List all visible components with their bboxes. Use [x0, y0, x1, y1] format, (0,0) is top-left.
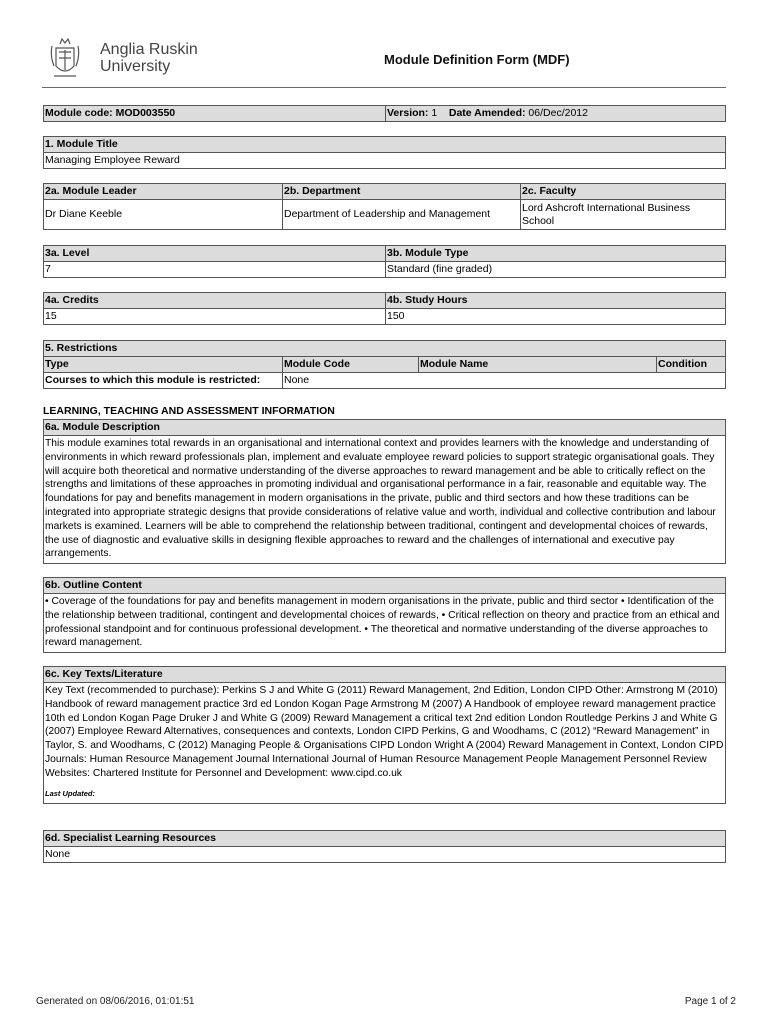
header-divider: [42, 87, 726, 88]
restriction-row-value: None: [284, 374, 310, 386]
logo-line-1: Anglia Ruskin: [100, 41, 198, 58]
credits-label: 4a. Credits: [44, 293, 386, 308]
restrictions-block: [43, 340, 726, 389]
last-updated: Last Updated:: [45, 788, 96, 798]
outline-text: • Coverage of the foundations for pay and benefits management in modern organisations in the private, public and third sector • Identification of the the relationship between traditional, contingent and developmental choices of rewards, • Critical reflection on theory and practice from an ethical and professional standpoint and for continuous professional development. • The theoretical and normative understanding of the diverse approaches to reward management.: [45, 596, 720, 649]
col-condition: Condition: [658, 358, 707, 370]
outline-label: 6b. Outline Content: [45, 579, 142, 591]
logo-wordmark: [100, 41, 198, 75]
leader-value: Dr Diane Keeble: [44, 200, 283, 229]
meta-block: [43, 105, 726, 122]
meta-row: [43, 105, 726, 122]
key-texts-text: Key Text (recommended to purchase): Perkins S J and White G (2011) Reward Management, 2nd Edition, London CIPD Other: Armstrong M (2010) Handbook of reward management practice 3rd ed London Kogan Page Armstrong M (2007) A Handbook of employee reward management practice 10th ed London Kogan Page Druker J and White G (2009) Reward Management a critical text 2nd edition London Routledge Perkins J and White G (2007) Employee Reward Alternatives, consequences and contexts, London CIPD Perkins, G and Woodhams, C (2012) “Reward Management” in Taylor, S. and Woodhams, C (2012) Managing People & Organisations CIPD London Wright A (2004) Reward Management in Context, London CIPD Journals: Human Resource Management Journal International Journal of Human Resource Management People Management Personnel Review Websites: Chartered Institute for Personnel and Development: www.cipd.co.uk: [45, 685, 724, 779]
level-label: 3a. Level: [44, 246, 386, 261]
module-code: Module code: MOD003550: [44, 106, 386, 121]
study-hours-value: 150: [387, 310, 405, 322]
form-title: Module Definition Form (MDF): [384, 52, 570, 67]
module-title-label: 1. Module Title: [45, 138, 118, 150]
faculty-value: Lord Ashcroft International Business School: [522, 201, 691, 227]
key-texts-block: [43, 666, 726, 804]
faculty-label: 2c. Faculty: [522, 185, 577, 197]
col-module-code: Module Code: [283, 357, 419, 372]
description-label: 6a. Module Description: [45, 421, 160, 433]
version-value: 1: [431, 107, 438, 119]
leader-block: [43, 183, 726, 230]
outline-block: [43, 577, 726, 653]
col-module-name: Module Name: [419, 357, 657, 372]
logo-line-2: University: [100, 58, 171, 75]
col-type: Type: [44, 357, 283, 372]
page-number: Page 1 of 2: [684, 996, 736, 1007]
department-value: Department of Leadership and Management: [283, 200, 521, 229]
description-block: [43, 419, 726, 564]
version-label: Version:: [387, 107, 429, 119]
module-title-value: Managing Employee Reward: [45, 154, 180, 166]
resources-block: [43, 830, 726, 863]
date-label: Date Amended:: [448, 107, 526, 119]
credits-value: 15: [44, 309, 386, 324]
credits-block: [43, 292, 726, 325]
description-text: This module examines total rewards in an organisational and international context and provides learners with the knowledge and understanding of environments in which reward professionals plan, implement and evaluate employee reward policies to support strategic organisational goals. They will acquire both theoretical and normative understanding of the diverse approaches to reward management and be able to critically reflect on the strengths and limitations of these approaches in promoting individual and organisational performance in a fair, reasonable and equitable way. The foundations for pay and benefits management in modern organisations in the private, public and third sectors and how these traditions can be integrated into appropriate strategic designs that provide considerations of relative value and worth, individual and collective contribution and labour markets is examined. Learners will be able to comprehend the relationship between traditional, contingent and developmental choices of rewards, the use of diagnostic and evaluative skills in designing flexible approaches to reward and the challenges of international and executive pay arrangements.: [45, 438, 716, 560]
module-type-value: Standard (fine graded): [387, 263, 493, 275]
level-value: 7: [44, 262, 386, 277]
restrictions-label: 5. Restrictions: [45, 342, 118, 354]
study-hours-label: 4b. Study Hours: [387, 294, 468, 306]
module-title-block: [43, 136, 726, 169]
department-label: 2b. Department: [283, 184, 521, 199]
version-date-cell: [386, 106, 725, 121]
restriction-row-label: Courses to which this module is restricted:: [44, 373, 283, 388]
date-value: 06/Dec/2012: [528, 107, 588, 119]
key-texts-label: 6c. Key Texts/Literature: [45, 668, 163, 680]
level-block: [43, 245, 726, 278]
lta-heading: LEARNING, TEACHING AND ASSESSMENT INFORMATION: [43, 405, 335, 417]
resources-value: None: [45, 848, 71, 860]
module-type-label: 3b. Module Type: [387, 247, 469, 259]
leader-label: 2a. Module Leader: [44, 184, 283, 199]
generated-timestamp: Generated on 08/06/2016, 01:01:51: [36, 996, 195, 1007]
resources-label: 6d. Specialist Learning Resources: [45, 832, 216, 844]
